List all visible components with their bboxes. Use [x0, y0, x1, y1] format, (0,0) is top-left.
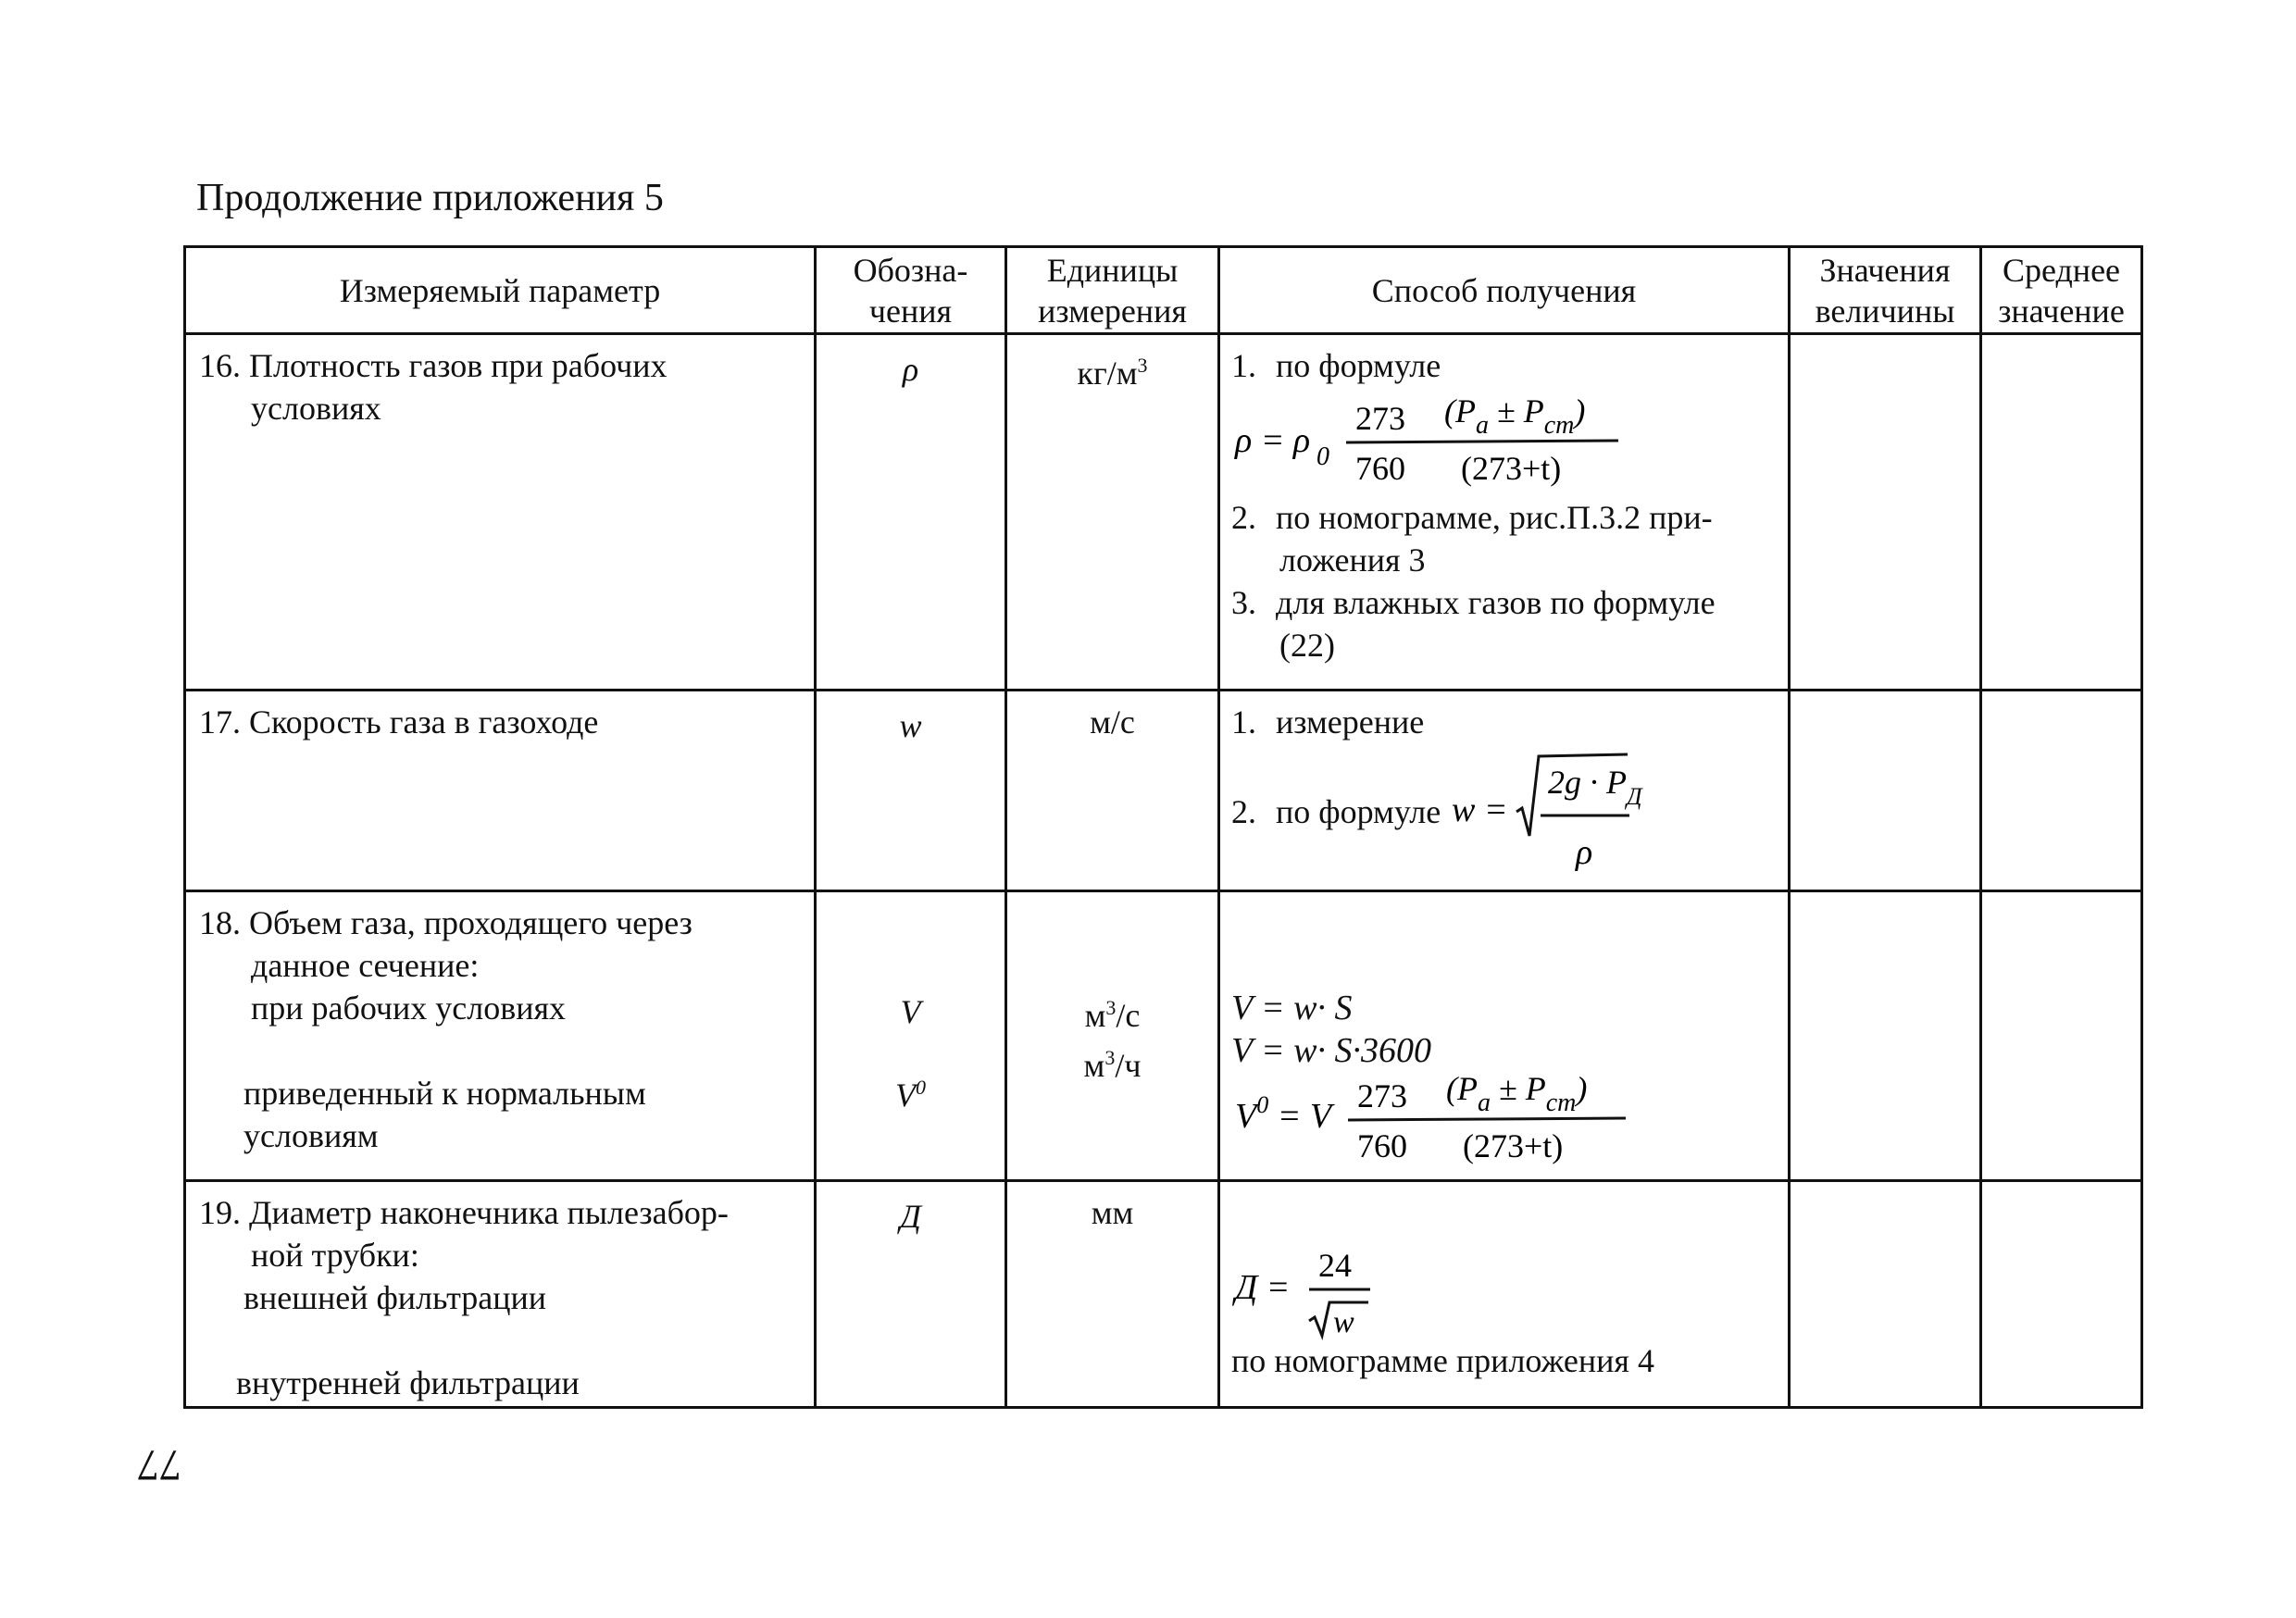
average-cell	[1981, 891, 2142, 1181]
symbol-cell: ρ	[816, 334, 1006, 691]
average-cell	[1981, 1181, 2142, 1408]
param-line: данное сечение:	[251, 947, 480, 984]
param-line: ной трубки:	[251, 1237, 419, 1274]
unit-sup: 3	[1137, 354, 1148, 377]
unit-cell: мм	[1006, 1181, 1219, 1408]
parameters-table	[183, 245, 2143, 1409]
param-line: 19. Диаметр наконечника пылезабор-	[199, 1194, 729, 1231]
header-unit-line1: Единицы	[1046, 251, 1179, 289]
density-formula	[1231, 391, 1620, 492]
symbol-cell: Д	[816, 1181, 1006, 1408]
header-method: Способ получения	[1219, 247, 1790, 334]
unit-m3s: $м^3/с$	[1084, 996, 1141, 1034]
method-item-with-formula	[1231, 747, 1778, 877]
formula-lhs-sub: 0	[1316, 442, 1329, 471]
header-unit	[1006, 247, 1219, 334]
formula-num-273: 273	[1357, 1077, 1407, 1114]
formula-num-pressure: $(P_a \pm P_{cm})$	[1444, 392, 1586, 440]
formula-lhs: $V^0 = V$	[1235, 1091, 1332, 1136]
table-header-row	[185, 247, 2142, 334]
unit-cell	[1006, 334, 1219, 691]
method-cell	[1219, 334, 1790, 691]
formula-lhs: Д =	[1235, 1268, 1291, 1307]
value-cell	[1790, 1181, 1981, 1408]
param-line: внешней фильтрации	[243, 1279, 547, 1316]
param-cell	[185, 891, 816, 1181]
method-item: 1. измерение	[1231, 703, 1425, 741]
average-cell	[1981, 691, 2142, 891]
formula-den-760: 760	[1355, 450, 1405, 487]
param-line: 16. Плотность газов при рабочих	[199, 347, 668, 384]
table-row	[185, 691, 2142, 891]
param-line: условиях	[251, 390, 381, 427]
param-cell	[185, 691, 816, 891]
method-item: 1. по формуле	[1231, 347, 1441, 384]
formula-v-hour: V = w· S·3600	[1231, 1031, 1432, 1070]
formula-num-273: 273	[1355, 400, 1405, 437]
value-cell	[1790, 691, 1981, 891]
symbol-v0: $V^0$	[895, 1076, 926, 1114]
formula-den: ρ	[1576, 833, 1593, 872]
diameter-formula	[1231, 1243, 1416, 1345]
header-symbol-line2: чения	[868, 292, 953, 330]
formula-lhs: w =	[1452, 790, 1508, 829]
formula-num: 24	[1318, 1247, 1352, 1284]
param-line: 17. Скорость газа в газоходе	[199, 703, 599, 741]
param-line: условиям	[243, 1117, 379, 1154]
unit-cell	[1006, 891, 1219, 1181]
symbol-v: V	[900, 993, 921, 1030]
method-text: по номограмме приложения 4	[1231, 1342, 1654, 1379]
param-cell	[185, 1181, 816, 1408]
value-cell	[1790, 891, 1981, 1181]
volume-normal-formula	[1231, 1072, 1639, 1164]
page-number: 77	[137, 1440, 181, 1489]
average-cell	[1981, 334, 2142, 691]
table-row	[185, 891, 2142, 1181]
header-average	[1981, 247, 2142, 334]
table-row	[185, 334, 2142, 691]
method-item-cont: (22)	[1279, 627, 1335, 664]
formula-fraction-line	[1348, 1118, 1626, 1120]
formula-den-760: 760	[1357, 1127, 1407, 1164]
formula-num: $2g \cdot P_Д$	[1548, 764, 1642, 810]
header-average-line2: значение	[1998, 292, 2125, 330]
header-symbol-line1: Обозна-	[853, 251, 968, 289]
method-item: 3. для влажных газов по формуле	[1231, 584, 1716, 621]
method-cell	[1219, 891, 1790, 1181]
formula-v: V = w· S	[1231, 989, 1353, 1027]
value-cell	[1790, 334, 1981, 691]
method-item-cont: ложения 3	[1279, 541, 1426, 579]
param-cell	[185, 334, 816, 691]
header-param: Измеряемый параметр	[185, 247, 816, 334]
table-row	[185, 1181, 2142, 1408]
method-cell	[1219, 691, 1790, 891]
param-line: при рабочих условиях	[251, 989, 567, 1027]
symbol-cell	[816, 891, 1006, 1181]
method-cell	[1219, 1181, 1790, 1408]
param-line: приведенный к нормальным	[243, 1075, 646, 1112]
header-value-line1: Значения	[1819, 251, 1951, 289]
header-symbol	[816, 247, 1006, 334]
page-heading: Продолжение приложения 5	[196, 177, 664, 219]
formula-num-pressure: $(P_a \pm P_{cm})$	[1446, 1072, 1588, 1117]
param-line: 18. Объем газа, проходящего через	[199, 904, 693, 941]
formula-den-temp: (273+t)	[1463, 1127, 1564, 1164]
header-value-line2: величины	[1815, 292, 1955, 330]
unit-m3h: $м^3/ч$	[1083, 1046, 1142, 1084]
method-item: 2. по формуле	[1231, 793, 1441, 830]
header-unit-line2: измерения	[1038, 292, 1187, 330]
param-line: внутренней фильтрации	[236, 1364, 580, 1401]
unit-cell: м/с	[1006, 691, 1219, 891]
velocity-formula	[1448, 747, 1689, 877]
formula-den: w	[1333, 1305, 1354, 1339]
formula-fraction-line	[1346, 441, 1618, 442]
formula-den-temp: (273+t)	[1461, 450, 1562, 487]
header-average-line1: Среднее	[2002, 251, 2121, 289]
method-item: 2. по номограмме, рис.П.3.2 при-	[1231, 499, 1713, 536]
symbol-cell: w	[816, 691, 1006, 891]
unit-text: кг/м	[1077, 355, 1138, 392]
header-value	[1790, 247, 1981, 334]
formula-lhs: ρ = ρ	[1235, 421, 1311, 460]
